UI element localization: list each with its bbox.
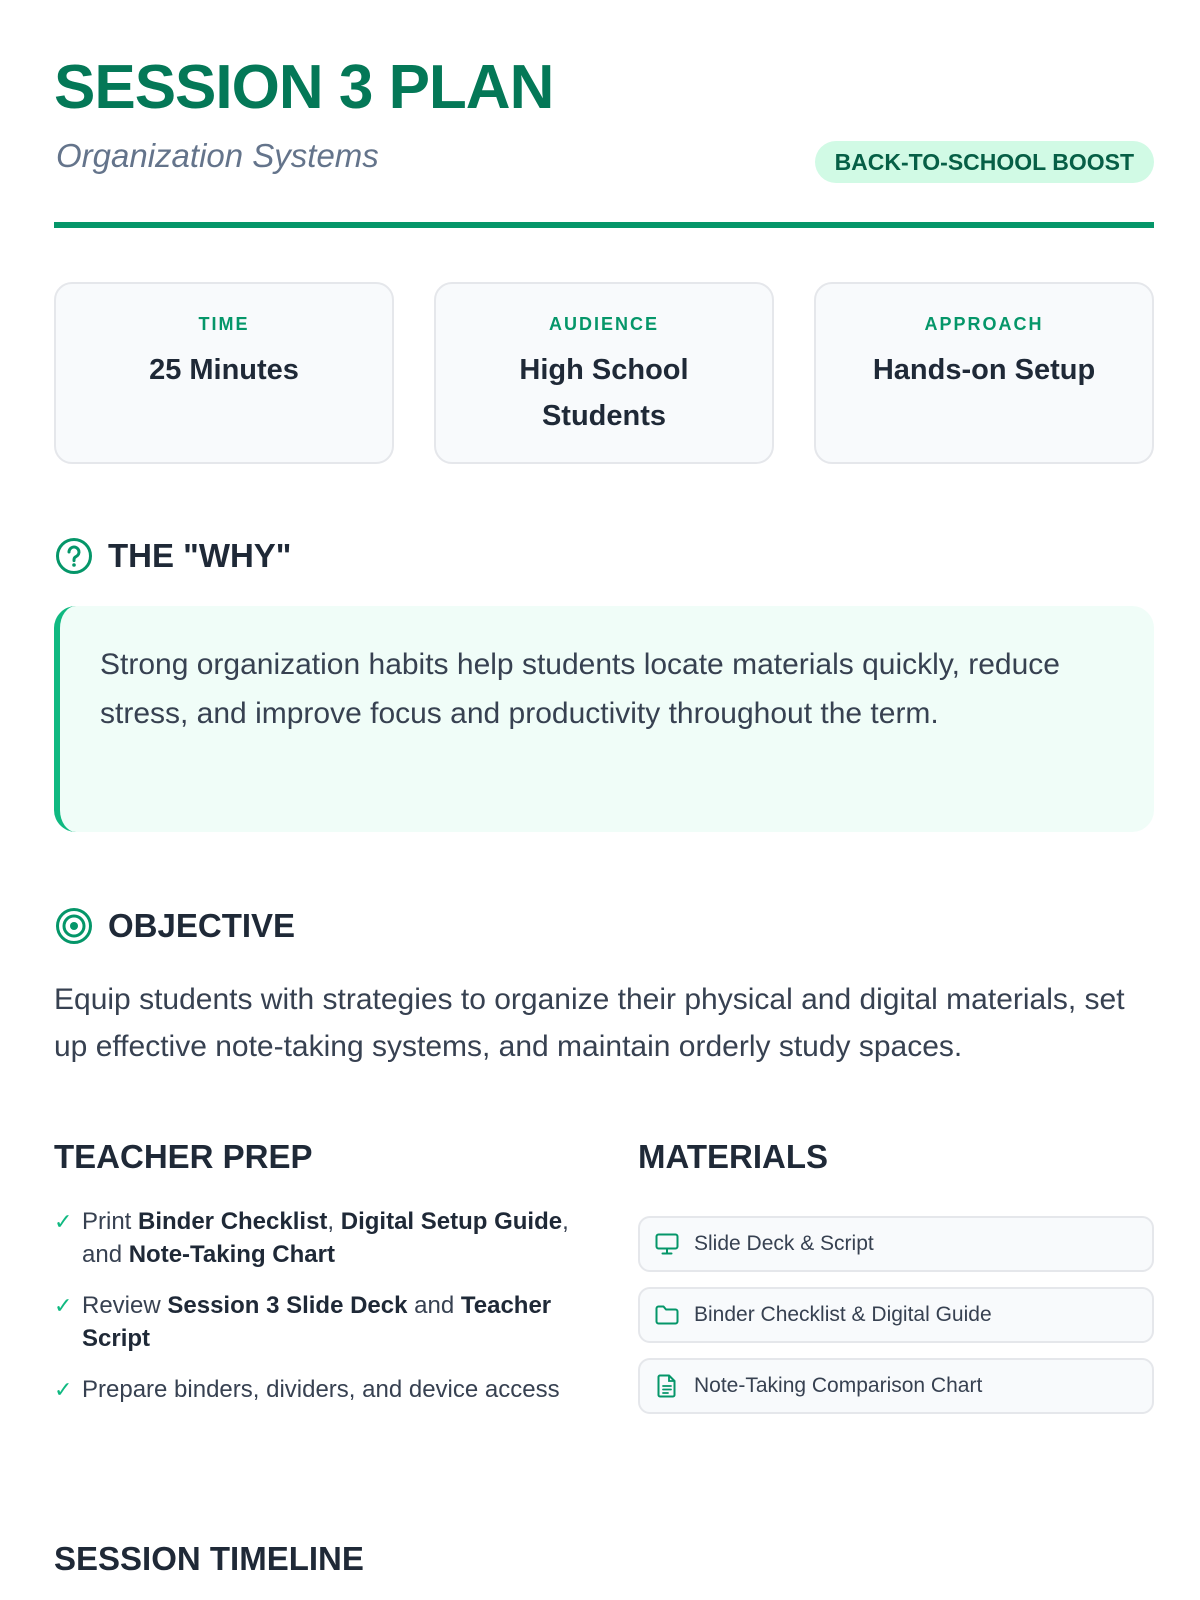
info-card-time <box>54 282 394 464</box>
info-card-approach <box>814 282 1154 464</box>
material-item-slide-deck[interactable] <box>638 1216 1154 1272</box>
info-card-value: Hands-on Setup <box>872 354 1096 386</box>
teacher-prep-heading: TEACHER PREP <box>54 1138 313 1175</box>
document-icon <box>654 1373 680 1399</box>
material-item-note-taking-chart[interactable] <box>638 1358 1154 1414</box>
info-card-value: High School Students <box>519 354 689 432</box>
material-label: Binder Checklist & Digital Guide <box>694 1303 992 1326</box>
checkmark-icon: ✓ <box>54 1377 73 1402</box>
why-heading: THE "WHY" <box>108 537 292 574</box>
why-text: Strong organization habits help students locate materials quickly, reduce stress, and improve focus and productivity throughout the term. <box>100 648 1060 730</box>
folder-icon <box>654 1302 680 1328</box>
prep-item-text: Prepare binders, dividers, and device access <box>82 1376 560 1403</box>
objective-section-heading <box>54 906 295 946</box>
objective-text: Equip students with strategies to organize their physical and digital materials, set up effective note-taking systems, and maintain orderly study spaces. <box>54 983 1125 1063</box>
material-label: Note-Taking Comparison Chart <box>694 1374 983 1397</box>
material-label: Slide Deck & Script <box>694 1232 874 1255</box>
prep-item <box>54 1289 594 1355</box>
objective-heading: OBJECTIVE <box>108 907 296 944</box>
target-icon <box>54 906 94 946</box>
why-callout <box>54 606 1154 832</box>
program-badge: BACK-TO-SCHOOL BOOST <box>815 141 1154 183</box>
header-divider <box>54 222 1154 228</box>
material-item-binder-checklist[interactable] <box>638 1287 1154 1343</box>
info-card-audience <box>434 282 774 464</box>
teacher-prep-list <box>54 1205 594 1424</box>
page-subtitle: Organization Systems <box>56 137 379 174</box>
page-title: SESSION 3 PLAN <box>54 53 554 122</box>
info-card-label: AUDIENCE <box>548 314 659 334</box>
question-circle-icon <box>54 536 94 576</box>
info-card-value: 25 Minutes <box>149 354 299 386</box>
prep-item <box>54 1205 594 1271</box>
prep-item-text: Review Session 3 Slide Deck and Teacher Script <box>82 1292 552 1352</box>
materials-heading: MATERIALS <box>638 1138 829 1175</box>
prep-item <box>54 1373 594 1406</box>
checkmark-icon: ✓ <box>54 1293 73 1318</box>
monitor-icon <box>654 1231 680 1257</box>
info-card-label: TIME <box>198 314 250 334</box>
why-section-heading <box>54 536 291 576</box>
session-timeline-heading: SESSION TIMELINE <box>54 1540 364 1577</box>
checkmark-icon: ✓ <box>54 1209 73 1234</box>
prep-item-text: Print Binder Checklist, Digital Setup Guide, and Note-Taking Chart <box>82 1208 569 1268</box>
info-card-label: APPROACH <box>924 314 1044 334</box>
